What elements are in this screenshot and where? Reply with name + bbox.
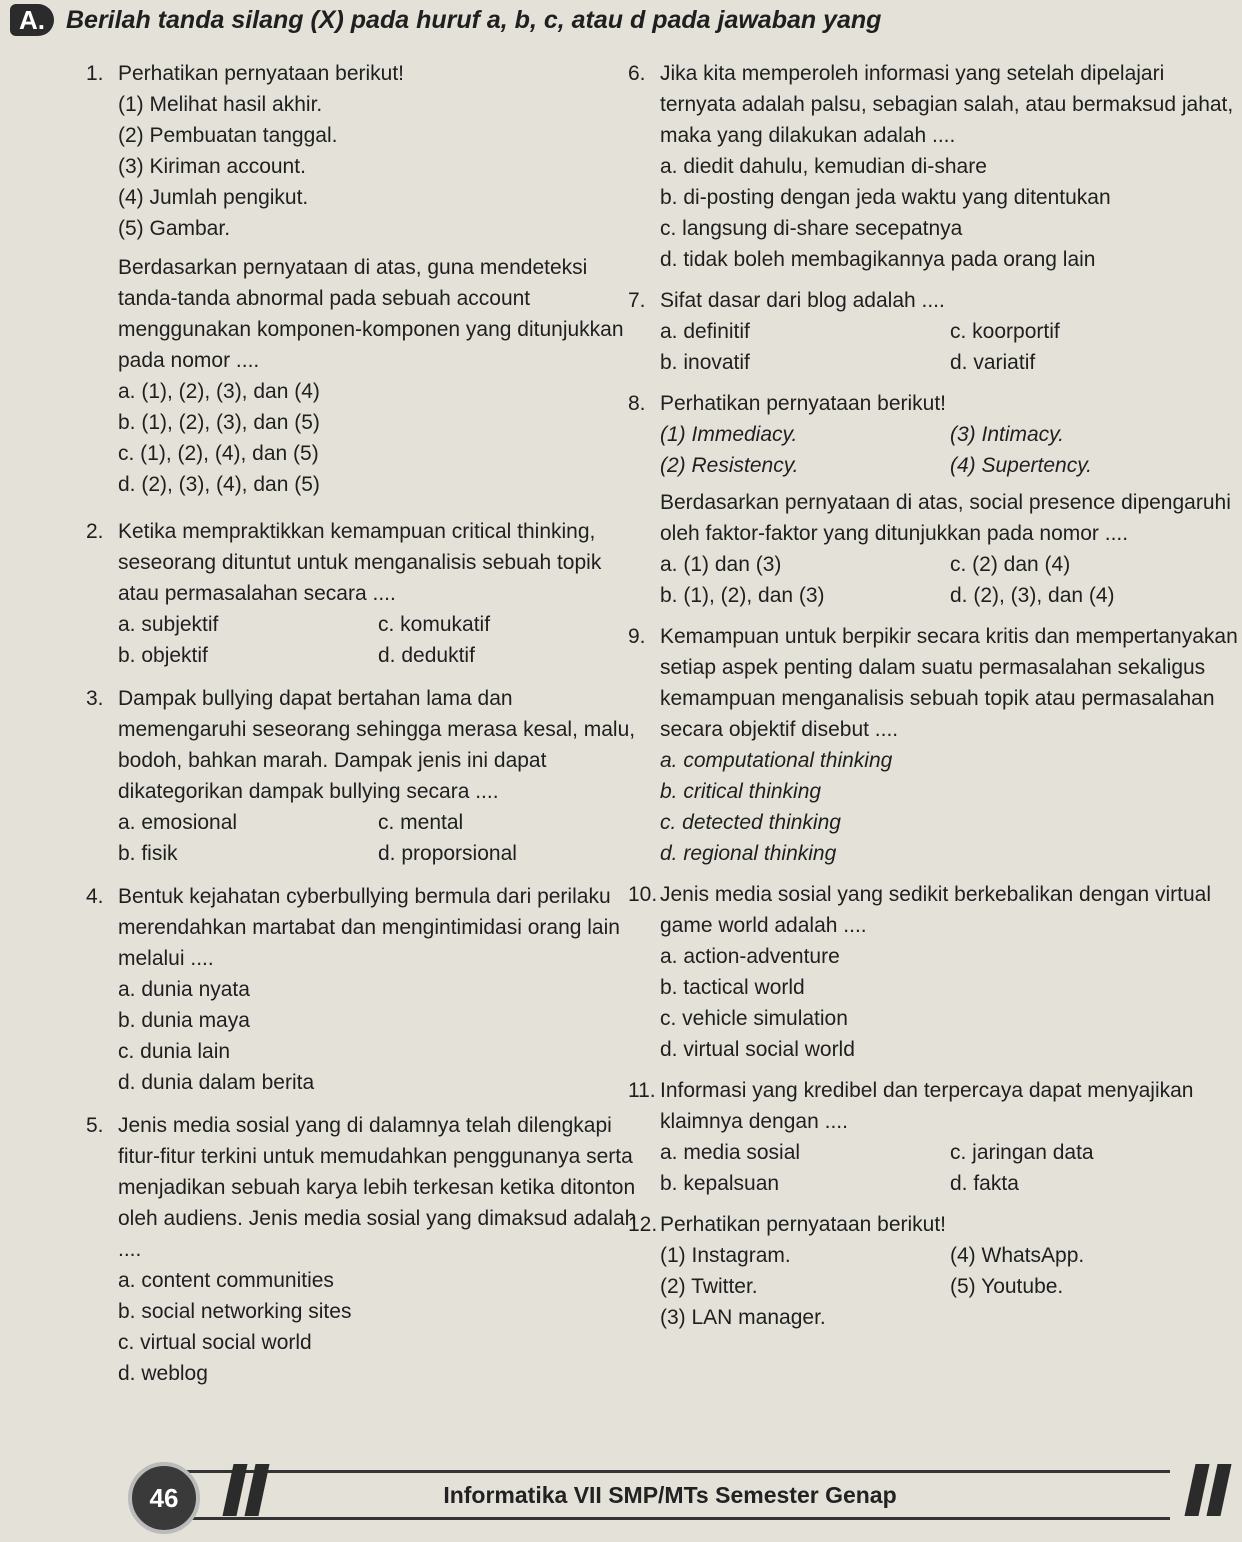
question-11	[628, 1075, 1240, 1199]
statement: (1) Instagram.	[660, 1244, 791, 1267]
question-number: 4.	[86, 885, 104, 908]
question-6	[628, 58, 1240, 275]
answer-option[interactable]: b. inovatif	[660, 351, 750, 374]
page-number: 46	[128, 1462, 200, 1534]
question-12	[628, 1209, 1240, 1333]
question-number: 1.	[86, 62, 104, 85]
answer-option[interactable]: a. dunia nyata	[118, 978, 250, 1001]
answer-option[interactable]: d. regional thinking	[660, 842, 837, 865]
answer-option[interactable]: b. tactical world	[660, 976, 805, 999]
question-number: 7.	[628, 289, 646, 312]
question-text: Perhatikan pernyataan berikut!	[660, 1213, 947, 1236]
question-number: 3.	[86, 687, 104, 710]
answer-option[interactable]: c. jaringan data	[950, 1141, 1094, 1164]
question-number: 6.	[628, 62, 646, 85]
answer-option[interactable]: c. (1), (2), (4), dan (5)	[118, 442, 319, 465]
question-2	[86, 516, 638, 671]
answer-option[interactable]: d. variatif	[950, 351, 1036, 374]
answer-option[interactable]: a. diedit dahulu, kemudian di-share	[660, 155, 987, 178]
book-title: Informatika VII SMP/MTs Semester Genap	[443, 1481, 897, 1508]
statement: (1) Melihat hasil akhir.	[118, 93, 323, 116]
question-text: Jenis media sosial yang di dalamnya telah dilengkapi fitur-fitur terkini untuk memudahkan penggunanya serta menjadikan sebuah karya lebih terkesan ketika ditonton oleh audiens. Jenis media sosial yang dimaksud adalah ....	[118, 1114, 637, 1261]
question-3	[86, 683, 638, 869]
question-text-2: Berdasarkan pernyataan di atas, guna mendeteksi tanda-tanda abnormal pada sebuah account menggunakan komponen-komponen yang ditunjukkan pada nomor ....	[118, 256, 624, 372]
question-number: 11.	[628, 1079, 656, 1102]
question-text-2: Berdasarkan pernyataan di atas, social presence dipengaruhi oleh faktor-faktor yang ditunjukkan pada nomor ....	[660, 491, 1231, 545]
answer-option[interactable]: a. definitif	[660, 320, 750, 343]
question-number: 5.	[86, 1114, 104, 1137]
answer-option[interactable]: d. dunia dalam berita	[118, 1071, 315, 1094]
instruction-header	[10, 0, 1240, 40]
section-badge: A.	[10, 4, 54, 36]
answer-option[interactable]: a. (1), (2), (3), dan (4)	[118, 380, 320, 403]
question-1	[86, 58, 638, 500]
answer-option[interactable]: a. content communities	[118, 1269, 334, 1292]
answer-option[interactable]: b. kepalsuan	[660, 1172, 780, 1195]
question-7	[628, 285, 1240, 378]
question-number: 12.	[628, 1213, 658, 1236]
answer-option[interactable]: b. social networking sites	[118, 1300, 352, 1323]
answer-option[interactable]: d. (2), (3), dan (4)	[950, 584, 1115, 607]
answer-option[interactable]: a. action-adventure	[660, 945, 840, 968]
answer-option[interactable]: d. virtual social world	[660, 1038, 855, 1061]
page-footer	[0, 1450, 1242, 1542]
answer-option[interactable]: c. komukatif	[378, 613, 491, 636]
statement: (4) WhatsApp.	[950, 1244, 1085, 1267]
answer-option[interactable]: c. dunia lain	[118, 1040, 231, 1063]
question-text: Perhatikan pernyataan berikut!	[660, 392, 947, 415]
answer-option[interactable]: a. emosional	[118, 811, 238, 834]
left-column	[86, 58, 638, 1389]
question-text: Sifat dasar dari blog adalah ....	[660, 289, 945, 312]
question-number: 8.	[628, 392, 646, 415]
statement: (4) Jumlah pengikut.	[118, 186, 309, 209]
statement: (4) Supertency.	[950, 454, 1093, 477]
answer-option[interactable]: b. dunia maya	[118, 1009, 250, 1032]
statement: (3) Kiriman account.	[118, 155, 306, 178]
answer-option[interactable]: d. weblog	[118, 1362, 208, 1385]
statement: (5) Gambar.	[118, 217, 231, 240]
answer-option[interactable]: c. koorportif	[950, 320, 1060, 343]
question-8	[628, 388, 1240, 611]
question-number: 10.	[628, 883, 658, 906]
question-10	[628, 879, 1240, 1065]
statement: (5) Youtube.	[950, 1275, 1064, 1298]
question-text: Kemampuan untuk berpikir secara kritis dan mempertanyakan setiap aspek penting dalam suatu permasalahan sekaligus kemampuan menganalisis sebuah topik atau permasalahan secara objektif disebut ....	[660, 625, 1238, 741]
question-text: Jika kita memperoleh informasi yang setelah dipelajari ternyata adalah palsu, sebagian salah, atau bermaksud jahat, maka yang dilakukan adalah ....	[660, 62, 1234, 147]
statement: (2) Resistency.	[660, 454, 799, 477]
question-text: Bentuk kejahatan cyberbullying bermula dari perilaku merendahkan martabat dan mengintimidasi orang lain melalui ....	[118, 885, 620, 970]
answer-option[interactable]: c. mental	[378, 811, 464, 834]
question-text: Informasi yang kredibel dan terpercaya dapat menyajikan klaimnya dengan ....	[660, 1079, 1194, 1133]
answer-option[interactable]: c. (2) dan (4)	[950, 553, 1071, 576]
statement: (2) Twitter.	[660, 1275, 758, 1298]
answer-option[interactable]: d. tidak boleh membagikannya pada orang lain	[660, 248, 1096, 271]
answer-option[interactable]: b. critical thinking	[660, 780, 822, 803]
statement: (2) Pembuatan tanggal.	[118, 124, 338, 147]
footer-band	[170, 1470, 1170, 1520]
statement: (1) Immediacy.	[660, 423, 798, 446]
question-text: Jenis media sosial yang sedikit berkebalikan dengan virtual game world adalah ....	[660, 883, 1211, 937]
question-number: 2.	[86, 520, 104, 543]
question-4	[86, 881, 638, 1098]
answer-option[interactable]: b. di-posting dengan jeda waktu yang ditentukan	[660, 186, 1111, 209]
answer-option[interactable]: a. computational thinking	[660, 749, 893, 772]
question-text: Ketika mempraktikkan kemampuan critical thinking, seseorang dituntut untuk menganalisis sebuah topik atau permasalahan secara ....	[118, 520, 602, 605]
answer-option[interactable]: b. (1), (2), dan (3)	[660, 584, 825, 607]
question-text: Perhatikan pernyataan berikut!	[118, 62, 405, 85]
answer-option[interactable]: a. subjektif	[118, 613, 219, 636]
question-number: 9.	[628, 625, 646, 648]
answer-option[interactable]: c. detected thinking	[660, 811, 841, 834]
right-column	[628, 58, 1240, 1333]
answer-option[interactable]: c. langsung di-share secepatnya	[660, 217, 963, 240]
statement: (3) Intimacy.	[950, 423, 1064, 446]
answer-option[interactable]: a. media sosial	[660, 1141, 801, 1164]
answer-option[interactable]: c. virtual social world	[118, 1331, 312, 1354]
answer-option[interactable]: d. deduktif	[378, 644, 475, 667]
question-9	[628, 621, 1240, 869]
question-5	[86, 1110, 638, 1389]
statement: (3) LAN manager.	[660, 1306, 826, 1329]
answer-option[interactable]: a. (1) dan (3)	[660, 553, 782, 576]
decorative-stripe	[1184, 1464, 1209, 1516]
answer-option[interactable]: b. fisik	[118, 842, 178, 865]
answer-option[interactable]: b. objektif	[118, 644, 208, 667]
answer-option[interactable]: d. fakta	[950, 1172, 1019, 1195]
question-text: Dampak bullying dapat bertahan lama dan memengaruhi seseorang sehingga merasa kesal, malu, bodoh, bahkan marah. Dampak jenis ini dapat dikategorikan dampak bullying secara ....	[118, 687, 636, 803]
decorative-stripe	[1206, 1464, 1231, 1516]
instruction-text: Berilah tanda silang (X) pada huruf a, b, c, atau d pada jawaban yang	[66, 5, 882, 34]
answer-option[interactable]: d. proporsional	[378, 842, 517, 865]
answer-option[interactable]: d. (2), (3), (4), dan (5)	[118, 473, 320, 496]
answer-option[interactable]: b. (1), (2), (3), dan (5)	[118, 411, 320, 434]
answer-option[interactable]: c. vehicle simulation	[660, 1007, 848, 1030]
